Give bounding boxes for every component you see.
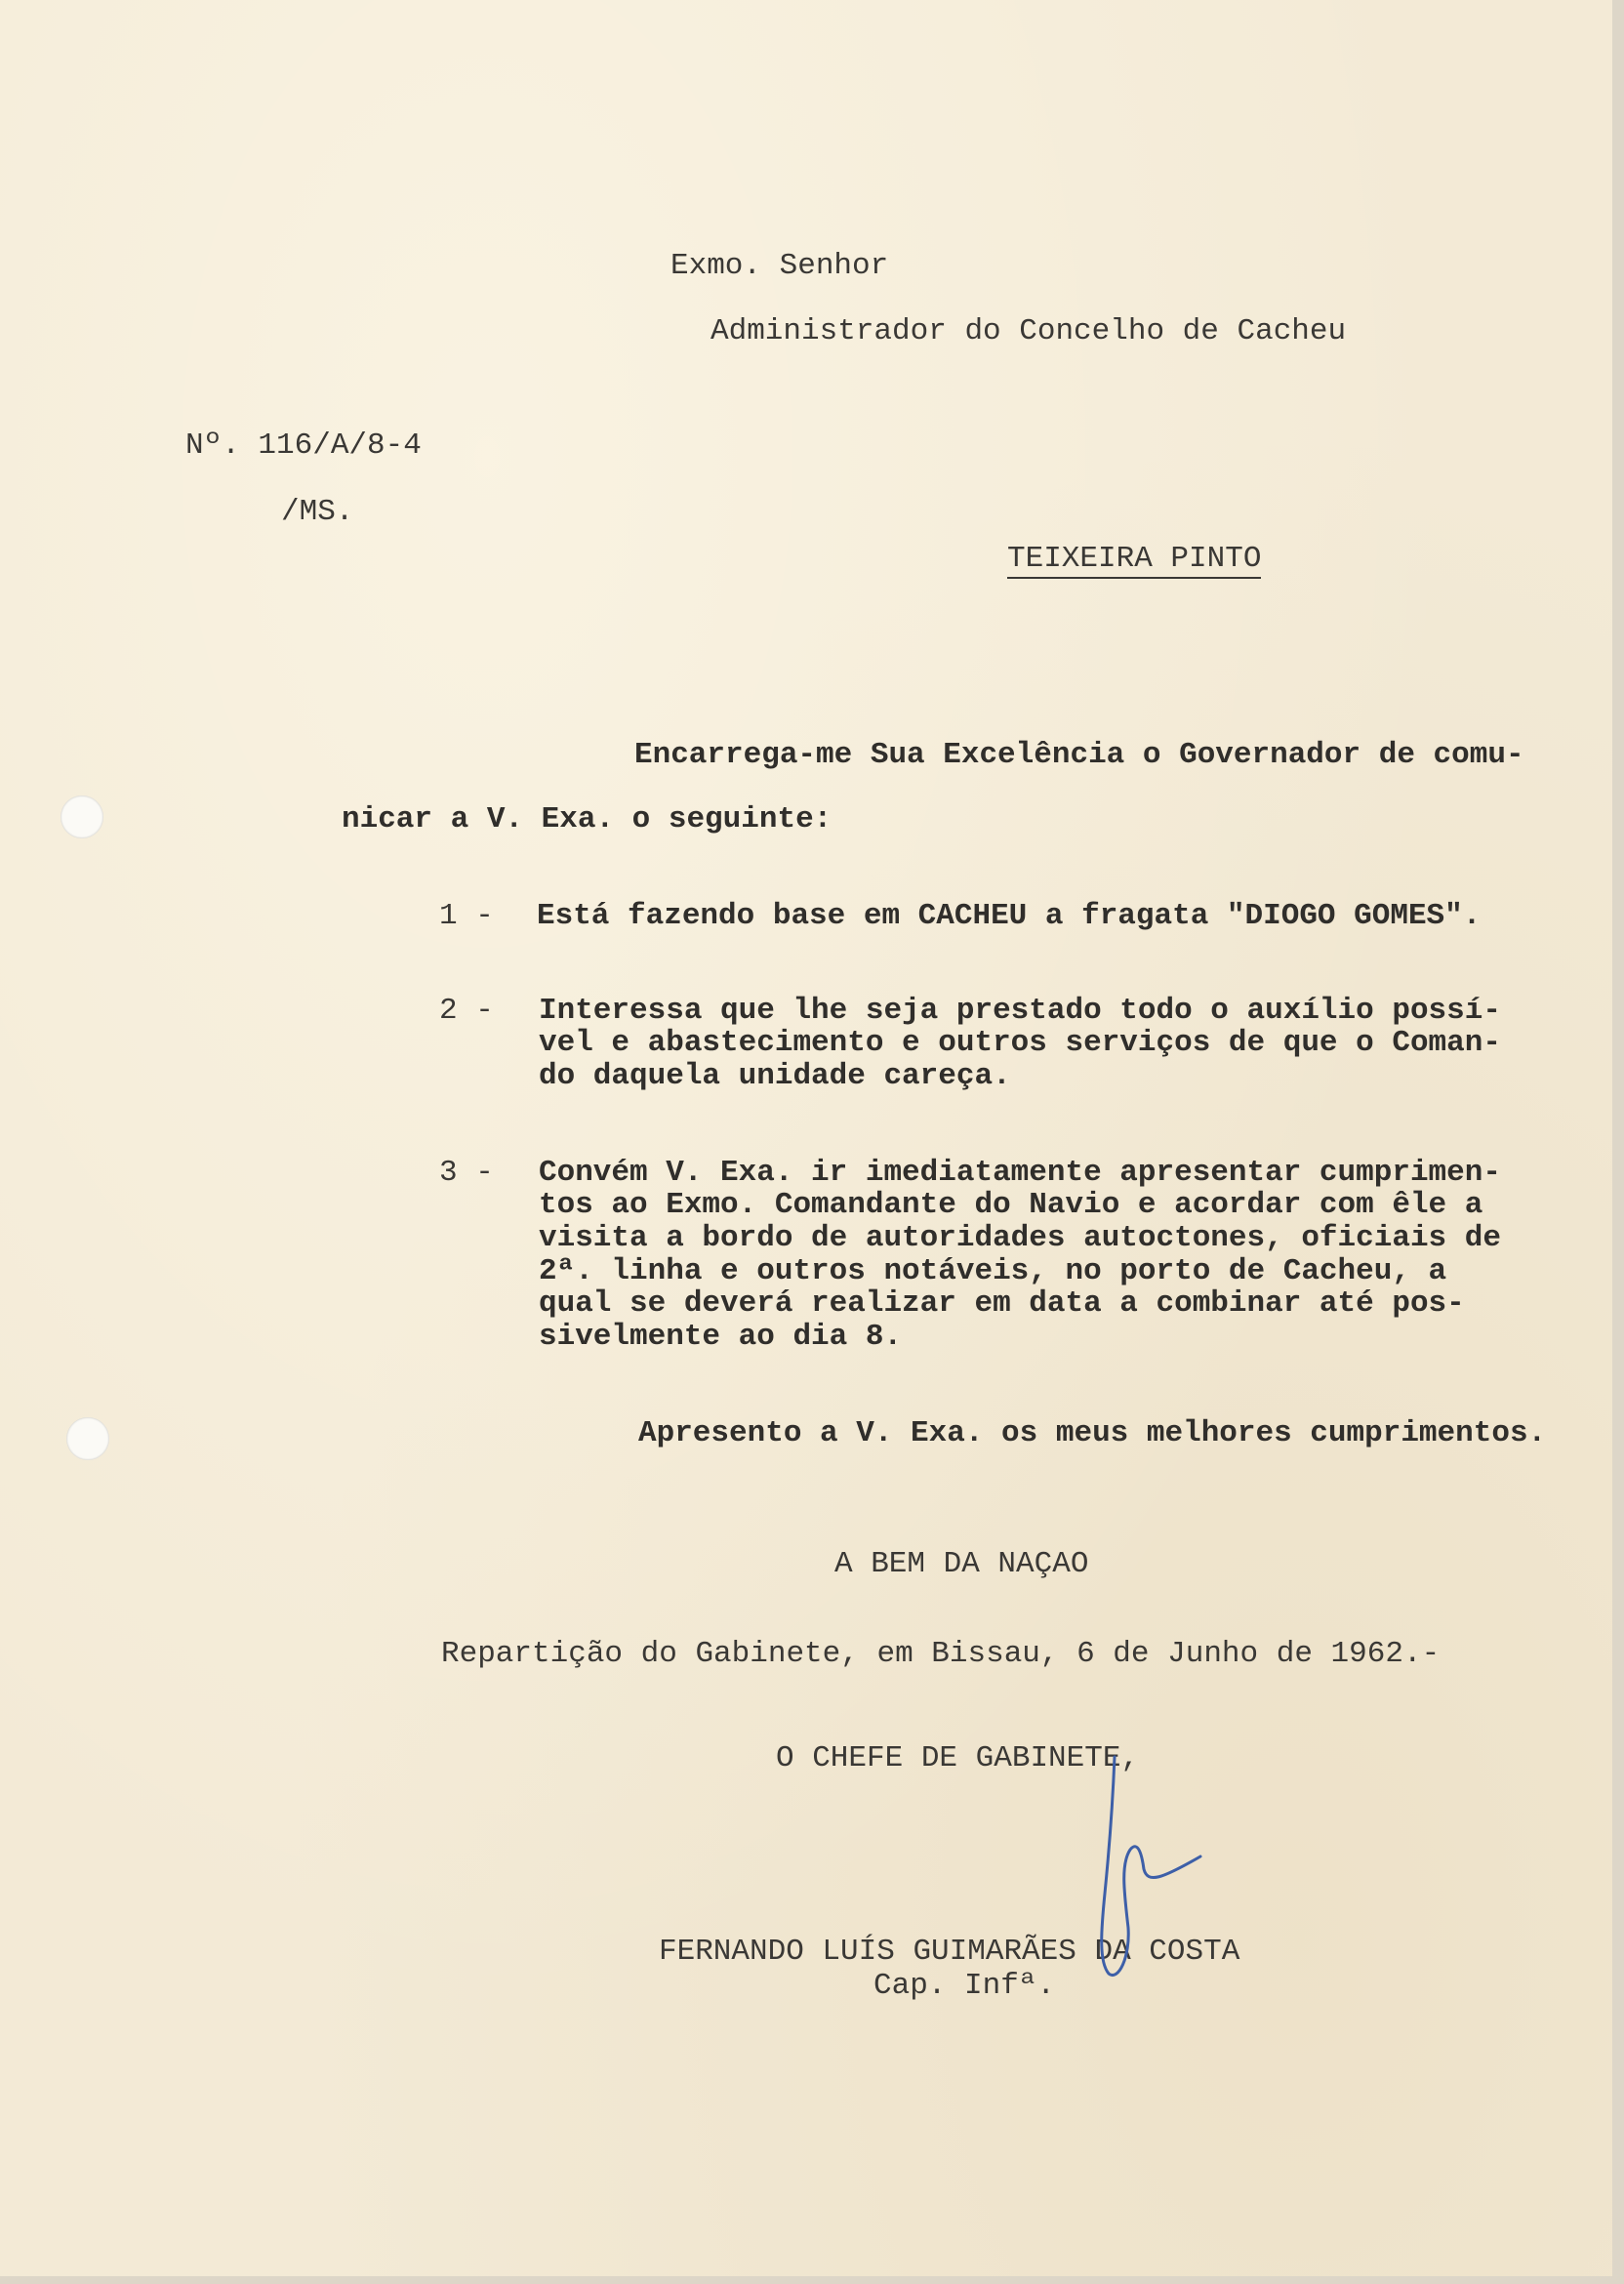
reference-number: Nº. 116/A/8-4	[185, 428, 422, 463]
item-1-marker: 1 -	[439, 899, 494, 933]
item-3-marker: 3 -	[439, 1156, 494, 1190]
intro-line-1: Encarrega-me Sua Excelência o Governador de comu-	[634, 738, 1524, 772]
signature-stroke	[1102, 1757, 1200, 1976]
motto: A BEM DA NAÇAO	[834, 1547, 1089, 1581]
item-2-line-2: vel e abastecimento e outros serviços de que o Coman-	[539, 1026, 1501, 1060]
page-edge-bottom	[0, 2276, 1624, 2284]
item-3-line-1: Convém V. Exa. ir imediatamente apresentar cumprimen-	[539, 1156, 1501, 1190]
punch-hole-top	[61, 795, 103, 838]
intro-line-2: nicar a V. Exa. o seguinte:	[342, 802, 832, 836]
signatory-rank: Cap. Infª.	[873, 1969, 1056, 2003]
item-3-line-3: visita a bordo de autoridades autoctones, oficiais de	[539, 1221, 1501, 1255]
item-2-line-1: Interessa que lhe seja prestado todo o auxílio possí-	[539, 994, 1501, 1028]
item-2-line-3: do daquela unidade careça.	[539, 1059, 1011, 1093]
signatory-role: O CHEFE DE GABINETE,	[776, 1741, 1140, 1775]
punch-hole-bottom	[66, 1417, 109, 1460]
place-and-date: Repartição do Gabinete, em Bissau, 6 de Junho de 1962.-	[441, 1637, 1441, 1671]
addressee-title: Administrador do Concelho de Cacheu	[710, 314, 1347, 348]
reference-initials: /MS.	[281, 495, 354, 529]
item-3-line-2: tos ao Exmo. Comandante do Navio e acordar com êle a	[539, 1188, 1483, 1222]
destination-heading: TEIXEIRA PINTO	[1007, 543, 1261, 579]
signatory-name: FERNANDO LUÍS GUIMARÃES DA COSTA	[659, 1935, 1240, 1969]
addressee-salutation: Exmo. Senhor	[670, 249, 889, 283]
item-2-marker: 2 -	[439, 994, 494, 1028]
item-3-line-5: qual se deverá realizar em data a combinar até pos-	[539, 1286, 1465, 1321]
closing-line: Apresento a V. Exa. os meus melhores cumprimentos.	[638, 1416, 1547, 1450]
item-3-line-6: sivelmente ao dia 8.	[539, 1320, 903, 1354]
item-3-line-4: 2ª. linha e outros notáveis, no porto de Cacheu, a	[539, 1254, 1447, 1288]
item-1-line-1: Está fazendo base em CACHEU a fragata "DIOGO GOMES".	[537, 899, 1482, 933]
handwritten-signature	[1074, 1747, 1230, 1981]
page-edge-right	[1612, 0, 1624, 2284]
